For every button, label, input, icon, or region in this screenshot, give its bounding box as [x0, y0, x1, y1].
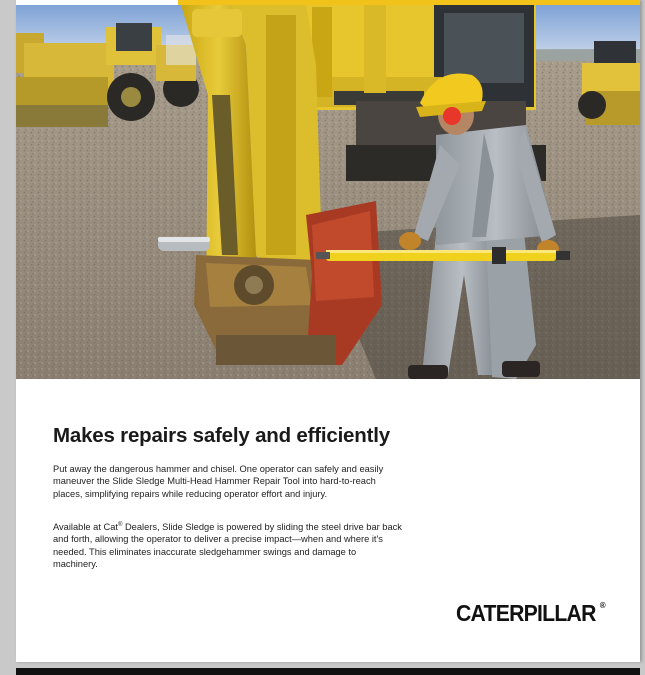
caterpillar-logo-registered: ® — [599, 601, 606, 610]
hero-photo — [16, 5, 640, 379]
hero-photo-illustration — [16, 5, 640, 379]
body-paragraph-2 — [53, 521, 403, 571]
body-paragraph-2-part-1: Available at Cat — [53, 522, 118, 532]
body-paragraph-1: Put away the dangerous hammer and chisel. One operator can safely and easily maneuver the Slide Sledge Multi-Head Hammer Repair Tool into hard-to-reach places, simplifying repairs while reducing operator effort and injury. — [53, 464, 384, 499]
caterpillar-logo-text: CATERPILLAR — [456, 600, 596, 626]
document-page — [16, 0, 640, 662]
registered-mark: ® — [117, 521, 123, 528]
page-headline: Makes repairs safely and efficiently — [53, 424, 390, 447]
caterpillar-logo — [456, 600, 606, 628]
body-paragraph-2-part-2: Dealers, Slide Sledge is powered by sliding the steel drive bar back and forth, allowing the operator to deliver a precise impact—when and where it's needed. This eliminates inaccurate sledgehammer swings and damage to machinery. — [53, 522, 402, 570]
page-bottom-edge — [16, 668, 640, 675]
